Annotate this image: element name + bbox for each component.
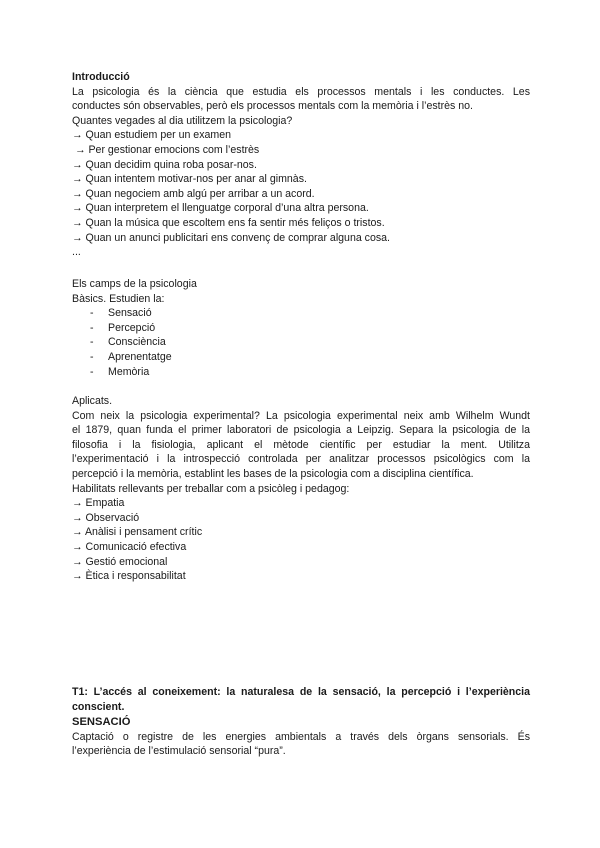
topic-section: [72, 685, 530, 759]
list-item: - Memòria: [90, 365, 150, 378]
fields-section: [72, 277, 530, 379]
list-item: → Quan intentem motivar-nos per anar al gimnàs.: [72, 173, 307, 186]
applied-title: Aplicats.: [72, 395, 113, 407]
list-item: → Comunicació efectiva: [72, 540, 187, 553]
list-item: - Sensació: [90, 307, 152, 320]
applied-paragraph-line: l’experimentació i la introspecció controlada per analitzar processos psicològics com la: [72, 453, 530, 466]
list-item: → Gestió emocional: [72, 555, 168, 568]
list-item: - Percepció: [90, 321, 156, 334]
ellipsis: ...: [72, 246, 81, 259]
list-item: → Quan un anunci publicitari ens convenç de comprar alguna cosa.: [72, 231, 390, 244]
intro-heading: Introducció: [72, 71, 130, 83]
fields-title: Els camps de la psicologia: [72, 278, 197, 290]
list-item: → Per gestionar emocions com l’estrès: [72, 143, 260, 156]
list-item: - Consciència: [90, 336, 166, 349]
examples-list: [72, 128, 530, 245]
list-item: → Anàlisi i pensament crític: [72, 526, 203, 539]
list-item: → Quan interpretem el llenguatge corporal d’una altra persona.: [72, 202, 369, 215]
list-item: → Quan estudiem per un examen: [72, 129, 231, 142]
applied-paragraph-line: el 1879, quan funda el primer laboratori de psicologia a Leipzig. Separa la psicologia de la: [72, 424, 530, 437]
topic-paragraph-line: Captació o registre de les energies ambientals a través dels òrgans sensorials. És: [72, 730, 530, 743]
intro-paragraph-line: conductes són observables, però els processos mentals com la memòria i l’estrès no.: [72, 100, 473, 113]
intro-section: [72, 70, 530, 260]
list-item: → Quan negociem amb algú per arribar a un acord.: [72, 187, 315, 200]
applied-section: [72, 394, 530, 584]
list-item: → Ètica i responsabilitat: [72, 570, 186, 583]
skills-intro: Habilitats rellevants per treballar com a psicòleg i pedagog:: [72, 482, 350, 495]
applied-paragraph-line: Com neix la psicologia experimental? La psicologia experimental neix amb Wilhelm Wundt: [72, 409, 530, 422]
list-item: → Empatia: [72, 497, 125, 510]
list-item: → Quan la música que escoltem ens fa sentir més feliços o tristos.: [72, 216, 385, 229]
list-item: → Observació: [72, 511, 140, 524]
list-item: - Aprenentatge: [90, 350, 172, 363]
intro-question: Quantes vegades al dia utilitzem la psicologia?: [72, 114, 293, 127]
topic-title-line: T1: L’accés al coneixement: la naturalesa de la sensació, la percepció i l’experiència: [72, 686, 530, 698]
section-heading: SENSACIÓ: [72, 716, 131, 729]
applied-paragraph-line: filosofia i la fisiologia, aplicant el mètode científic per estudiar la ment. Utilitza: [72, 438, 530, 451]
intro-paragraph-line: La psicologia és la ciència que estudia els processos mentals i les conductes. Les: [72, 85, 530, 98]
topic-title-line: conscient.: [72, 700, 125, 713]
skills-list: [72, 496, 530, 584]
basics-intro: Bàsics. Estudien la:: [72, 292, 165, 305]
basics-list: [72, 306, 530, 379]
topic-paragraph-line: l’experiència de l’estimulació sensorial “pura”.: [72, 745, 286, 758]
applied-paragraph-line: percepció i la memòria, establint les bases de la psicologia com a disciplina científica.: [72, 467, 474, 480]
list-item: → Quan decidim quina roba posar-nos.: [72, 158, 257, 171]
